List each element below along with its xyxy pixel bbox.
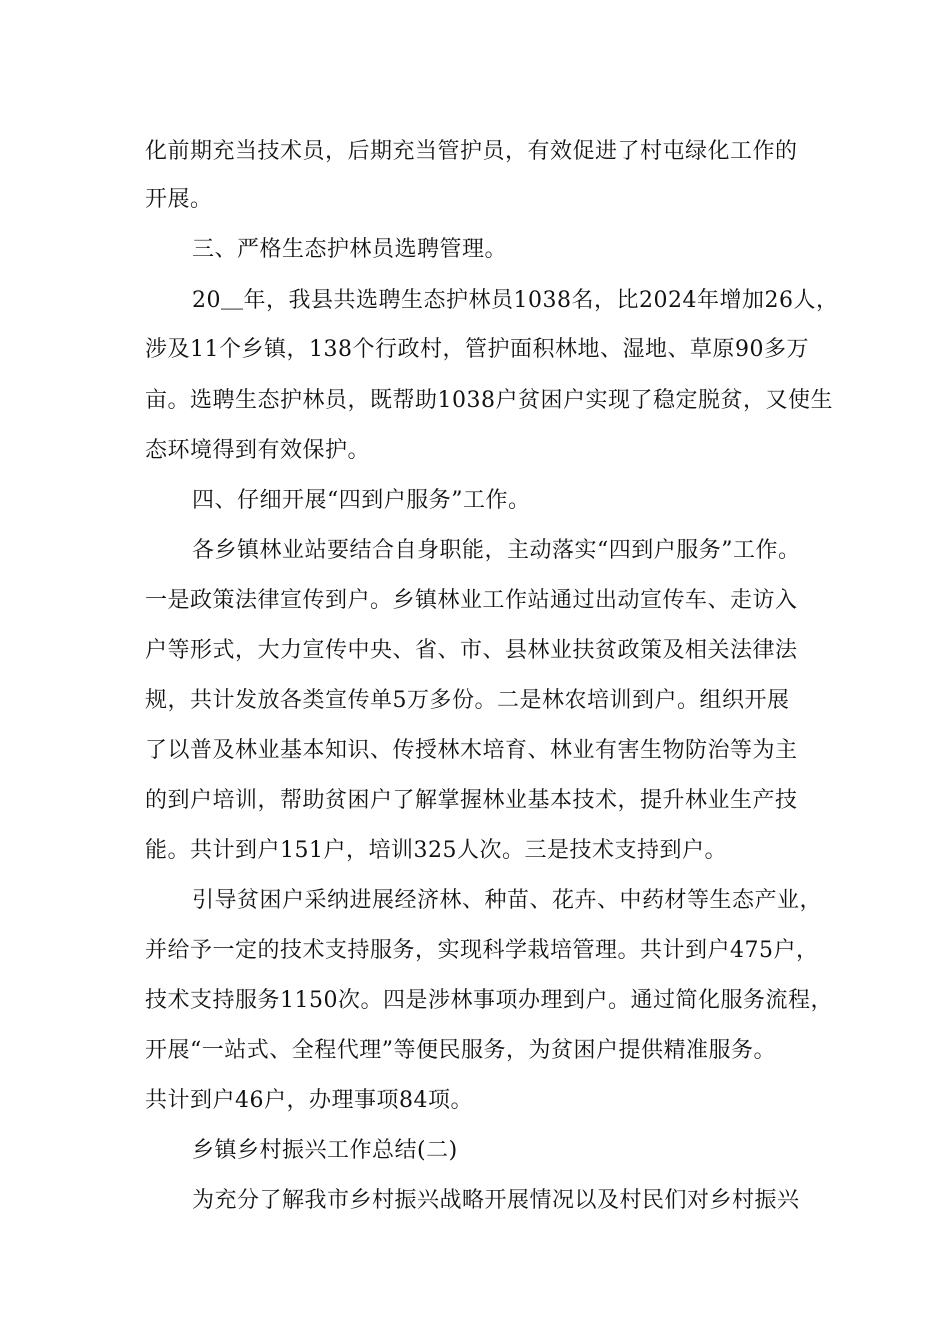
text-line: 亩。选聘生态护林员，既帮助1038户贫困户实现了稳定脱贫，又使生 xyxy=(145,388,833,413)
text-line: 了以普及林业基本知识、传授林木培育、林业有害生物防治等为主 xyxy=(145,738,798,763)
text-line: 开展。 xyxy=(145,187,213,212)
text-line: 一是政策法律宣传到户。乡镇林业工作站通过出动宣传车、走访入 xyxy=(145,588,798,613)
text-line: 各乡镇林业站要结合自身职能，主动落实“四到户服务”工作。 xyxy=(192,538,801,563)
text-line: 引导贫困户采纳进展经济林、种苗、花卉、中药材等生态产业， xyxy=(192,888,823,913)
text-line: 户等形式，大力宣传中央、省、市、县林业扶贫政策及相关法律法 xyxy=(145,638,798,663)
text-line: 能。共计到户151户，培训325人次。三是技术支持到户。 xyxy=(145,838,727,863)
section-heading: 四、仔细开展“四到户服务”工作。 xyxy=(192,488,531,513)
text-line: 涉及11个乡镇，138个行政村，管护面积林地、湿地、草原90多万 xyxy=(145,337,809,362)
text-line: 开展“一站式、全程代理”等便民服务，为贫困户提供精准服务。 xyxy=(145,1038,776,1063)
text-line: 化前期充当技术员，后期充当管护员，有效促进了村屯绿化工作的 xyxy=(145,139,798,164)
section-heading: 三、严格生态护林员选聘管理。 xyxy=(192,237,508,262)
text-line: 态环境得到有效保护。 xyxy=(145,438,371,463)
document-subtitle: 乡镇乡村振兴工作总结(二) xyxy=(192,1138,458,1163)
text-line: 并给予一定的技术支持服务，实现科学栽培管理。共计到户475户， xyxy=(145,938,819,963)
text-line: 共计到户46户，办理事项84项。 xyxy=(145,1088,473,1113)
text-line: 为充分了解我市乡村振兴战略开展情况以及村民们对乡村振兴 xyxy=(192,1188,800,1213)
text-line: 的到户培训，帮助贫困户了解掌握林业基本技术，提升林业生产技 xyxy=(145,788,798,813)
text-line: 规，共计发放各类宣传单5万多份。二是林农培训到户。组织开展 xyxy=(145,688,790,713)
text-line: 20＿年，我县共选聘生态护林员1038名，比2024年增加26人， xyxy=(192,288,839,313)
text-line: 技术支持服务1150次。四是涉林事项办理到户。通过简化服务流程， xyxy=(145,988,833,1013)
